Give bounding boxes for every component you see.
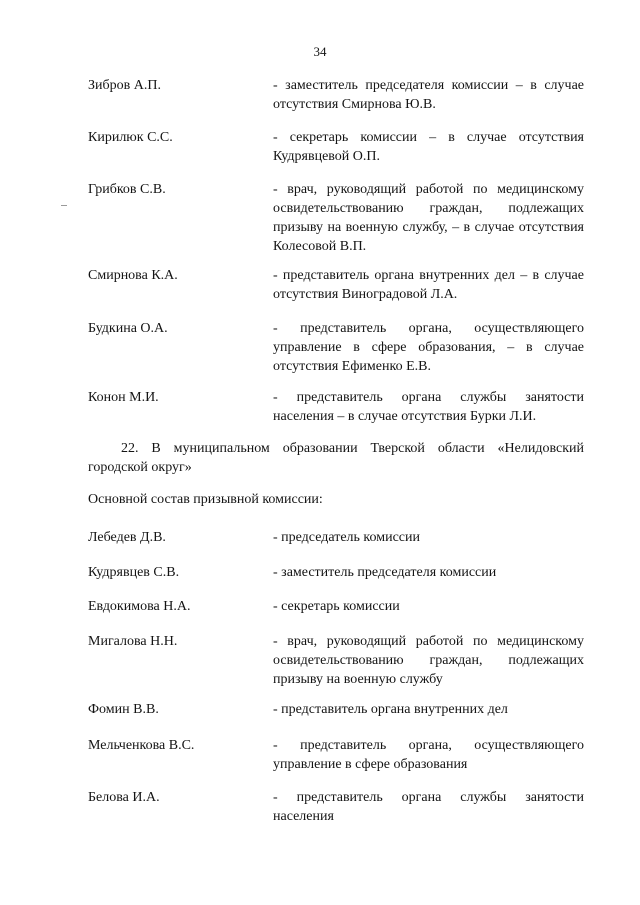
member-role: - заместитель председателя комиссии: [273, 565, 497, 580]
member-name: Лебедев Д.В.: [88, 530, 166, 545]
member-role: - секретарь комиссии – в случае отсутствия Кудрявцевой О.П.: [273, 130, 584, 164]
member-name: Евдокимова Н.А.: [88, 599, 191, 614]
member-role: - представитель органа, осуществляющего управление в сфере образования: [273, 738, 584, 772]
section-heading: 22. В муниципальном образовании Тверской области «Нелидовский городской округ»: [88, 441, 584, 475]
margin-mark: [61, 205, 67, 206]
member-name: Мигалова Н.Н.: [88, 634, 178, 649]
member-name: Фомин В.В.: [88, 702, 159, 717]
member-name: Белова И.А.: [88, 790, 160, 805]
member-role: - врач, руководящий работой по медицинскому освидетельствованию граждан, подлежащих призыву на военную службу: [273, 634, 584, 687]
member-role: - представитель органа, осуществляющего управление в сфере образования, – в случае отсутствия Ефименко Е.В.: [273, 321, 584, 374]
member-role: - представитель органа службы занятости населения: [273, 790, 584, 824]
member-role: - представитель органа внутренних дел – в случае отсутствия Виноградовой Л.А.: [273, 268, 584, 302]
member-role: - председатель комиссии: [273, 530, 420, 545]
member-name: Кирилюк С.С.: [88, 130, 173, 145]
member-name: Грибков С.В.: [88, 182, 166, 197]
member-name: Конон М.И.: [88, 390, 159, 405]
member-role: - врач, руководящий работой по медицинскому освидетельствованию граждан, подлежащих призыву на военную службу, – в случае отсутствия Колесовой В.П.: [273, 182, 584, 254]
subheading: Основной состав призывной комиссии:: [88, 492, 323, 507]
member-role: - секретарь комиссии: [273, 599, 400, 614]
member-name: Смирнова К.А.: [88, 268, 178, 283]
member-name: Кудрявцев С.В.: [88, 565, 180, 580]
member-name: Будкина О.А.: [88, 321, 168, 336]
member-role: - представитель органа службы занятости населения – в случае отсутствия Бурки Л.И.: [273, 390, 584, 424]
member-name: Мельченкова В.С.: [88, 738, 195, 753]
page-number: 34: [313, 44, 327, 59]
member-role: - заместитель председателя комиссии – в случае отсутствия Смирнова Ю.В.: [273, 78, 584, 112]
member-role: - представитель органа внутренних дел: [273, 702, 508, 717]
member-name: Зибров А.П.: [88, 78, 161, 93]
